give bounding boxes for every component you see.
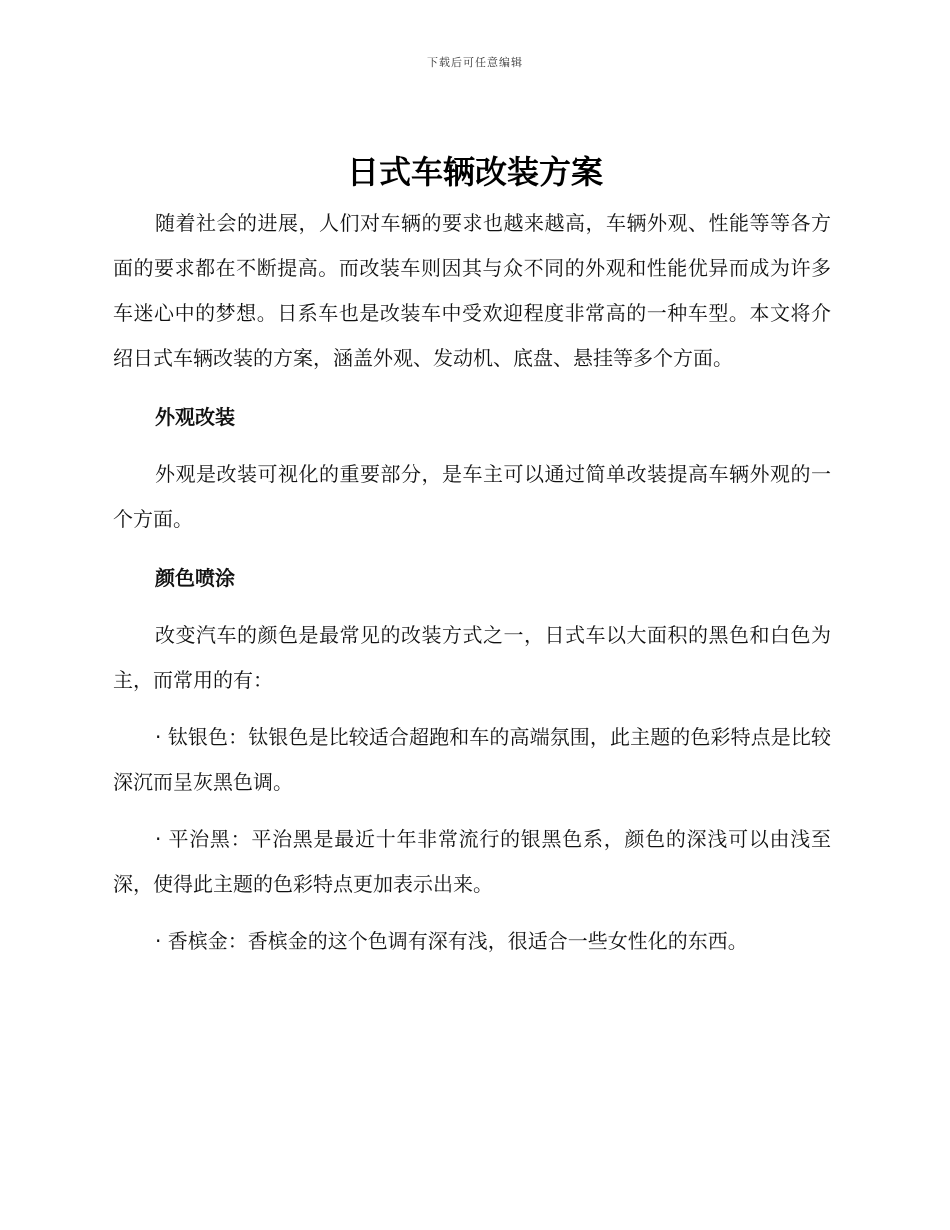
bullet-item-titanium-silver: · 钛银色：钛银色是比较适合超跑和车的高端氛围，此主题的色彩特点是比较深沉而呈灰黑色调。 <box>113 725 831 794</box>
document-title: 日式车辆改装方案 <box>346 153 603 191</box>
bullet-item-champagne-gold: · 香槟金：香槟金的这个色调有深有浅，很适合一些女性化的东西。 <box>155 929 748 953</box>
intro-paragraph: 随着社会的进展，人们对车辆的要求也越来越高，车辆外观、性能等等各方面的要求都在不断提高。而改装车则因其与众不同的外观和性能优异而成为许多车迷心中的梦想。日系车也是改装车中受欢迎程度非常高的一种车型。本文将介绍日式车辆改装的方案，涵盖外观、发动机、底盘、悬挂等多个方面。 <box>113 211 831 370</box>
document-body <box>113 201 831 964</box>
header-note: 下载后可任意编辑 <box>427 56 523 69</box>
section-heading-exterior: 外观改装 <box>155 405 235 429</box>
paint-paragraph: 改变汽车的颜色是最常见的改装方式之一，日式车以大面积的黑色和白色为主，而常用的有： <box>113 623 831 692</box>
bullet-item-benz-black: · 平治黑：平治黑是最近十年非常流行的银黑色系，颜色的深浅可以由浅至深，使得此主题的色彩特点更加表示出来。 <box>113 827 831 896</box>
exterior-paragraph: 外观是改装可视化的重要部分，是车主可以通过简单改装提高车辆外观的一个方面。 <box>113 462 831 531</box>
section-heading-paint: 颜色喷涂 <box>155 566 235 590</box>
